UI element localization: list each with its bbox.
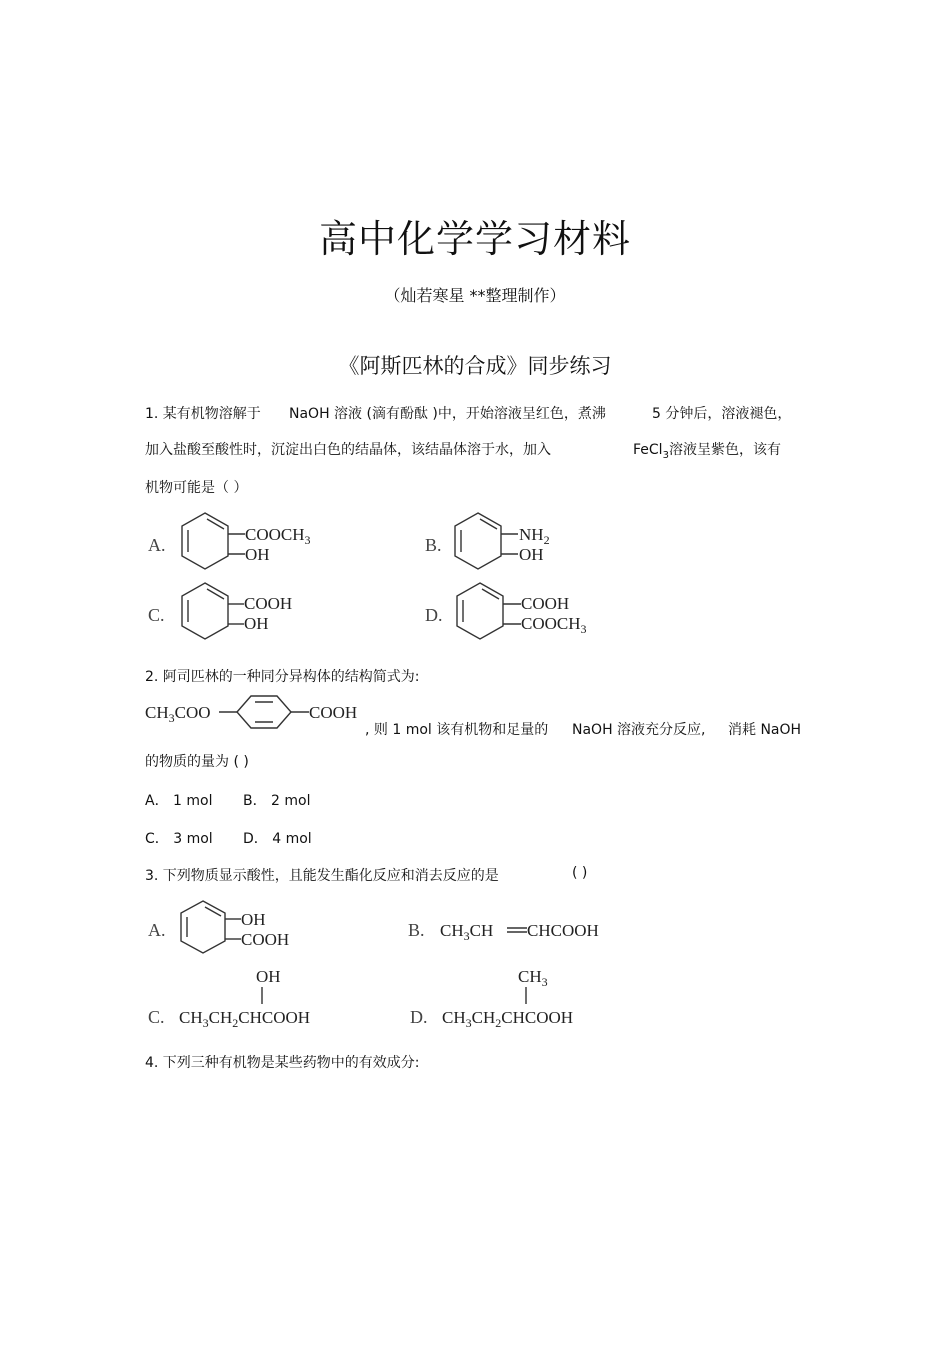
q2-line2a: , 则 1 mol 该有机物和足量的: [365, 722, 549, 738]
q2-f-right: COOH: [309, 703, 358, 722]
svg-text:CH3COO: [145, 703, 211, 725]
q3-b-label: B.: [408, 920, 425, 940]
q2-f-left: CH: [145, 703, 169, 722]
q2-line3: 的物质的量为 ( ): [145, 754, 249, 770]
q1-line2c: 溶液呈紫色，该有: [668, 442, 781, 458]
q1-d-g1: COOH: [521, 594, 570, 613]
q1-option-a: [145, 510, 345, 580]
q3-c-f3: CHCOOH: [238, 1008, 311, 1027]
q1-option-d: [422, 580, 622, 650]
q2-line2c: 消耗 NaOH: [728, 722, 802, 738]
q3-c-label: C.: [148, 1007, 165, 1027]
q1-b-g1-sub: 2: [543, 533, 550, 547]
q1-c-label: C.: [148, 605, 165, 625]
q2-f-left-sub: 3: [168, 711, 175, 725]
q1-line1c: 5 分钟后，溶液褪色，: [652, 406, 792, 422]
benzene-ring: [455, 513, 501, 569]
benzene-ring: [237, 696, 291, 728]
q1-c-g2: OH: [244, 614, 269, 633]
q3-c-s1: 3: [202, 1016, 209, 1030]
q3-b-f2: CH: [469, 921, 494, 940]
q1-c-g1: COOH: [244, 594, 293, 613]
q1-option-b: [422, 510, 602, 580]
q3-option-d: [408, 962, 628, 1032]
document-title: 高中化学学习材料: [318, 217, 631, 261]
q1-b-g1: NH: [519, 525, 544, 544]
q4-line1: 4. 下列三种有机物是某些药物中的有效成分:: [145, 1055, 420, 1071]
document-subtitle: （灿若寒星 **整理制作）: [384, 286, 566, 305]
benzene-ring: [182, 513, 228, 569]
q1-d-g2-sub: 3: [580, 622, 587, 636]
benzene-ring: [182, 583, 228, 639]
q3-line1: 3. 下列物质显示酸性，且能发生酯化反应和消去反应的是: [145, 868, 499, 884]
q3-option-a: [145, 898, 325, 964]
exercise-title: 《阿斯匹林的合成》同步练习: [338, 354, 612, 378]
q1-line1a: 1. 某有机物溶解于: [145, 406, 261, 422]
q2-option-a: A． 1 mol: [145, 793, 213, 809]
q3-c-f1: CH: [179, 1008, 203, 1027]
q3-c-s2: 2: [232, 1016, 239, 1030]
q3-d-f2: CH: [471, 1008, 496, 1027]
q2-option-b: B． 2 mol: [243, 793, 311, 809]
q3-paren: ( ): [572, 865, 588, 881]
q3-d-s2: 2: [495, 1016, 502, 1030]
svg-text:CH3: [518, 967, 548, 989]
q3-d-label: D.: [410, 1007, 428, 1027]
q2-f-left-rest: COO: [174, 703, 211, 722]
q1-a-g1-sub: 3: [304, 533, 311, 547]
q1-line2b: [633, 439, 781, 461]
q2-structure: [145, 690, 370, 734]
q1-option-c: [145, 580, 345, 650]
svg-text:CH3CH2CHCOOH: [179, 1008, 310, 1030]
q3-d-f3: CHCOOH: [501, 1008, 574, 1027]
q1-line2a: 加入盐酸至酸性时，沉淀出白色的结晶体，该结晶体溶于水，加入: [145, 442, 551, 458]
q1-line3: 机物可能是（ ）: [145, 480, 248, 496]
q3-c-top: OH: [256, 967, 281, 986]
q1-b-label: B.: [425, 535, 442, 555]
benzene-ring: [457, 583, 503, 639]
q3-b-f1: CH: [440, 921, 464, 940]
q3-b-s1: 3: [463, 929, 470, 943]
q2-line2b: NaOH 溶液充分反应,: [572, 722, 706, 738]
q1-a-g2: OH: [245, 545, 270, 564]
q1-a-label: A.: [148, 535, 166, 555]
q1-fecl: FeCl: [633, 442, 663, 458]
q2-option-d: D． 4 mol: [243, 831, 312, 847]
q2-option-c: C． 3 mol: [145, 831, 213, 847]
q1-line1b: NaOH 溶液 (滴有酚酞 )中，开始溶液呈红色，煮沸: [289, 406, 606, 422]
q3-d-top-sub: 3: [541, 975, 548, 989]
svg-text:CH3CH: [440, 921, 493, 943]
q1-b-g2: OH: [519, 545, 544, 564]
svg-text:COOCH3: [245, 525, 311, 547]
q3-a-label: A.: [148, 920, 166, 940]
q1-d-g2: COOCH: [521, 614, 581, 633]
q3-a-g1: OH: [241, 910, 266, 929]
svg-text:NH2: [519, 525, 550, 547]
q1-a-g1: COOCH: [245, 525, 305, 544]
q3-b-f3: CHCOOH: [527, 921, 599, 940]
q3-d-top: CH: [518, 967, 542, 986]
svg-text:COOCH3: [521, 614, 587, 636]
svg-text:B.: [408, 920, 425, 940]
q2-line1: 2. 阿司匹林的一种同分异构体的结构简式为:: [145, 669, 420, 685]
q3-option-c: [145, 962, 365, 1032]
q3-d-f1: CH: [442, 1008, 466, 1027]
q1-d-label: D.: [425, 605, 443, 625]
q3-option-b: [408, 915, 628, 945]
q1-fecl-sub: 3: [662, 449, 669, 461]
svg-text:CH3CH2CHCOOH: [442, 1008, 573, 1030]
q3-a-g2: COOH: [241, 930, 290, 949]
q3-c-f2: CH: [208, 1008, 233, 1027]
q3-d-s1: 3: [465, 1016, 472, 1030]
